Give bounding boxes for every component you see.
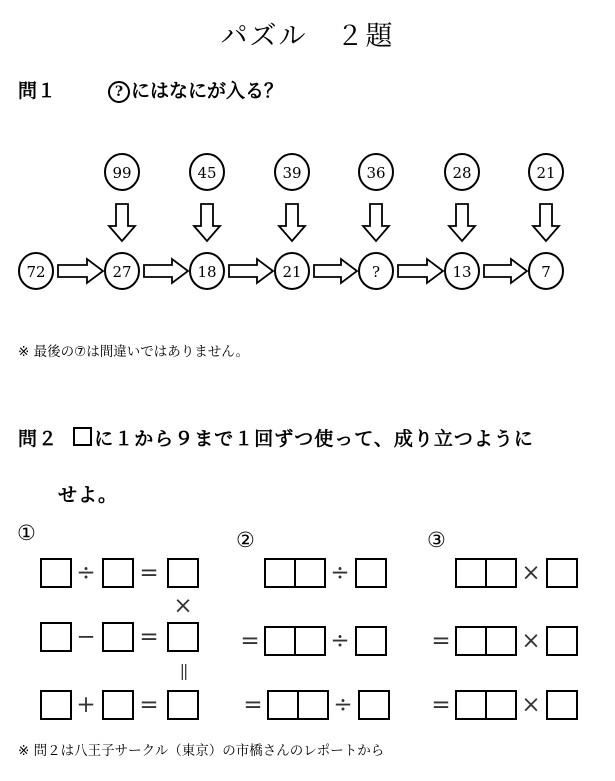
answer-box[interactable] bbox=[485, 690, 517, 720]
answer-box[interactable] bbox=[546, 558, 578, 588]
circled-question-icon: ? bbox=[108, 81, 130, 103]
answer-box[interactable] bbox=[167, 558, 199, 588]
footer-note: ※ 問２は八王子サークル（東京）の市橋さんのレポートから bbox=[18, 743, 385, 759]
top-value: 36 bbox=[366, 164, 386, 182]
operator: = bbox=[240, 628, 260, 654]
down-arrows bbox=[109, 204, 559, 241]
answer-box[interactable] bbox=[297, 690, 329, 720]
chain-value: 72 bbox=[26, 263, 46, 281]
puzzle-1-label: ① bbox=[17, 521, 36, 545]
operator: × bbox=[521, 692, 541, 718]
answer-box[interactable] bbox=[167, 622, 199, 652]
answer-box[interactable] bbox=[40, 558, 72, 588]
answer-box[interactable] bbox=[358, 690, 390, 720]
answer-box[interactable] bbox=[264, 626, 296, 656]
right-arrow-icon bbox=[229, 259, 273, 283]
down-arrow-icon bbox=[449, 204, 475, 241]
question-1-heading bbox=[18, 76, 283, 103]
answer-box[interactable] bbox=[40, 622, 72, 652]
answer-box[interactable] bbox=[355, 558, 387, 588]
chain-value: 27 bbox=[112, 263, 132, 281]
question-1-label: 問１ bbox=[18, 80, 57, 102]
down-arrow-icon bbox=[194, 204, 220, 241]
right-arrow-icon bbox=[398, 259, 443, 283]
top-value: 99 bbox=[112, 164, 132, 182]
operator: = bbox=[139, 560, 159, 586]
question-1-note: ※ 最後の⑦は間違いではありません。 bbox=[18, 344, 250, 360]
question-2-text: に１から９まで１回ずつ使って、成り立つように bbox=[94, 428, 534, 450]
operator: × bbox=[521, 560, 541, 586]
vertical-operator: × bbox=[173, 593, 193, 619]
operator: ÷ bbox=[333, 692, 353, 718]
page-title: パズル ２題 bbox=[220, 21, 395, 52]
operator: ÷ bbox=[330, 628, 350, 654]
puzzle-2-label: ② bbox=[236, 528, 255, 552]
chain-value: 13 bbox=[452, 263, 472, 281]
answer-box[interactable] bbox=[294, 626, 326, 656]
answer-box[interactable] bbox=[102, 558, 134, 588]
answer-box[interactable] bbox=[546, 626, 578, 656]
top-value: 21 bbox=[536, 164, 556, 182]
chain-value: ? bbox=[371, 263, 381, 281]
down-arrow-icon bbox=[363, 204, 389, 241]
operator: ÷ bbox=[76, 560, 96, 586]
answer-box[interactable] bbox=[485, 558, 517, 588]
answer-box[interactable] bbox=[455, 558, 487, 588]
answer-box[interactable] bbox=[485, 626, 517, 656]
answer-box[interactable] bbox=[294, 558, 326, 588]
answer-box[interactable] bbox=[102, 690, 134, 720]
answer-box[interactable] bbox=[102, 622, 134, 652]
answer-box[interactable] bbox=[40, 690, 72, 720]
top-value: 28 bbox=[452, 164, 472, 182]
question-2-label: 問２ bbox=[18, 428, 59, 450]
number-chain-diagram bbox=[0, 140, 615, 300]
chain-value: 21 bbox=[282, 263, 302, 281]
puzzle-3-label: ③ bbox=[427, 528, 446, 552]
right-arrow-icon bbox=[484, 259, 527, 283]
operator: ÷ bbox=[330, 560, 350, 586]
vertical-operator: || bbox=[179, 661, 187, 680]
top-values-row bbox=[105, 154, 563, 190]
question-1-text: にはなにが入る？ bbox=[131, 80, 284, 102]
top-value: 39 bbox=[282, 164, 302, 182]
operator: = bbox=[139, 692, 159, 718]
operator: = bbox=[243, 692, 263, 718]
answer-box[interactable] bbox=[546, 690, 578, 720]
question-2-text-continued: せよ。 bbox=[58, 484, 119, 506]
chain-value: 18 bbox=[197, 263, 217, 281]
right-arrow-icon bbox=[144, 259, 188, 283]
operator: + bbox=[76, 692, 96, 718]
operator: = bbox=[431, 628, 451, 654]
square-icon bbox=[73, 427, 92, 446]
operator: = bbox=[139, 624, 159, 650]
down-arrow-icon bbox=[533, 204, 559, 241]
chain-value: 7 bbox=[541, 263, 551, 281]
down-arrow-icon bbox=[279, 204, 305, 241]
answer-box[interactable] bbox=[355, 626, 387, 656]
operator: × bbox=[521, 628, 541, 654]
down-arrow-icon bbox=[109, 204, 135, 241]
right-arrow-icon bbox=[314, 259, 357, 283]
operator: = bbox=[431, 692, 451, 718]
operator: − bbox=[76, 624, 96, 650]
answer-box[interactable] bbox=[455, 690, 487, 720]
right-arrow-icon bbox=[58, 259, 103, 283]
answer-box[interactable] bbox=[267, 690, 299, 720]
top-value: 45 bbox=[197, 164, 217, 182]
answer-box[interactable] bbox=[167, 690, 199, 720]
question-2-heading bbox=[18, 424, 534, 451]
answer-box[interactable] bbox=[455, 626, 487, 656]
answer-box[interactable] bbox=[264, 558, 296, 588]
